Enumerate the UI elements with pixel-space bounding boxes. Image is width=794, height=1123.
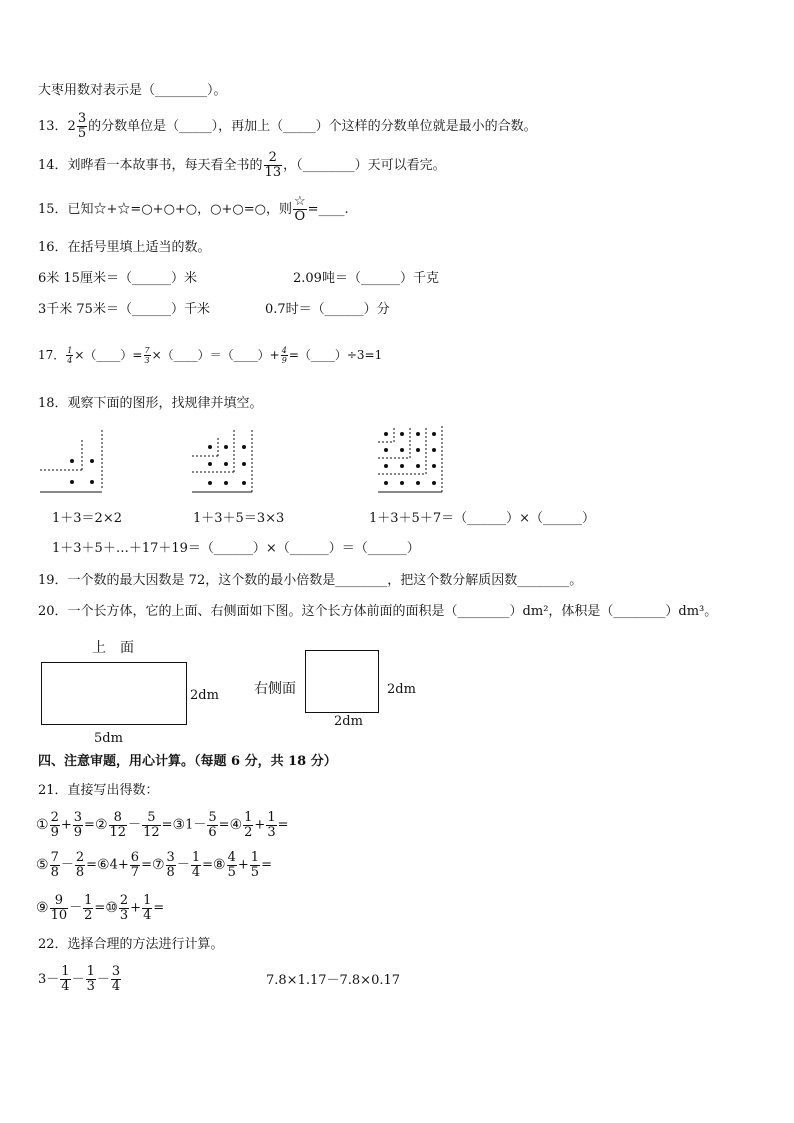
q13-whole: 2 [67,119,76,134]
equals-sign: = [84,817,95,833]
circled-10: ⑩ [105,900,118,916]
frac-numerator: 9 [50,894,69,909]
frac-denominator: 4 [143,907,152,923]
q16-title: 16．在括号里填上适当的数。 [38,240,211,255]
q19: 19．一个数的最大因数是 72，这个数的最小倍数是________，把这个数分解质因数________。 [38,573,583,588]
plus-sign: + [254,817,266,833]
minus-sign: － [128,817,142,833]
side-face-width: 2dm [334,714,363,729]
top-face-label: 上 面 [92,640,134,656]
frac-denominator: 9 [73,824,83,840]
q21-1-frac-b [73,811,83,840]
q13-mixed-number [68,112,89,141]
frac-denominator: 8 [50,864,59,880]
minus-sign: － [96,972,110,987]
dot-figure-2x2 [38,426,110,496]
side-face-label: 右侧面 [254,681,296,697]
q21-5-frac-b [75,851,85,880]
q21-8-frac-b [250,851,260,880]
q21-row-2 [36,850,272,881]
q15 [38,195,349,224]
q18-equation-3: 1＋3＋5＋7＝（______）×（______） [369,511,595,526]
q15-suffix: =____. [307,202,349,217]
q17-f2-numerator: 7 [144,346,150,355]
frac-numerator: 1 [143,892,152,908]
q17-part-2: ×（____）＝（____）+ [151,348,280,362]
frac-denominator: 3 [267,824,276,840]
equals-sign: = [277,817,289,833]
q21-7-frac-b [191,851,201,880]
q21-10-frac-a [119,894,129,923]
minus-sign: － [193,817,207,833]
q21-2-frac-a [109,811,128,840]
q21-5-frac-a [50,851,60,880]
plus-sign: + [237,857,249,873]
equals-sign: = [141,857,152,873]
side-face-height: 2dm [387,682,416,697]
frac-denominator: 4 [191,864,201,880]
q17-f1-denominator: 4 [67,356,73,365]
frac-denominator: 8 [166,864,175,880]
frac-denominator: 3 [119,907,129,923]
frac-denominator: 3 [86,979,95,994]
top-face-height: 2dm [190,688,219,703]
plus-sign: + [130,900,142,916]
circled-8: ⑧ [213,857,226,873]
equals-sign: = [202,857,214,873]
frac-numerator: 2 [75,849,85,865]
q15-circle-denominator: O [294,209,306,224]
q21-7-frac-a [166,851,176,880]
q13 [38,112,537,141]
frac-numerator: 1 [250,849,260,865]
q14 [38,151,446,180]
frac-numerator: 2 [119,892,129,908]
q14-suffix: ，（________）天可以看完。 [283,158,446,173]
frac-numerator: 6 [130,849,140,865]
frac-numerator: 3 [73,809,83,825]
equals-sign: = [261,857,272,873]
minus-sign: － [46,972,60,987]
plus-sign: + [117,857,129,873]
frac-denominator: 5 [227,864,236,880]
frac-numerator: 1 [86,964,95,979]
q21-4-frac-b [266,811,276,840]
frac-numerator: 5 [208,809,217,825]
q21-title: 21．直接写出得数： [38,783,159,798]
frac-denominator: 12 [143,824,160,840]
q18-equation-1: 1＋3＝2×2 [52,511,122,526]
q16-item-a: 6米 15厘米＝（______）米 [38,271,197,286]
frac-denominator: 12 [109,824,127,840]
frac-numerator: 8 [109,811,128,826]
q13-fraction [77,112,87,141]
frac-denominator: 2 [84,907,93,923]
circled-3: ③ [172,817,186,833]
q15-star-numerator: ☆ [293,194,306,209]
side-face-square [305,650,379,713]
frac-denominator: 10 [50,907,68,923]
q15-fraction [293,195,307,224]
circled-5: ⑤ [36,857,49,873]
q17-f3-numerator: 4 [281,346,287,355]
frac-denominator: 2 [244,824,253,840]
q21-4-frac-a [243,811,253,840]
q13-denominator: 5 [77,126,87,141]
frac-numerator: 3 [111,964,121,979]
q21-3-frac [207,811,217,840]
circled-6: ⑥ [97,857,110,873]
q21-6-frac [130,851,140,880]
circled-2: ② [94,817,108,833]
whole-number: 3 [38,972,47,987]
minus-sign: － [176,857,190,873]
q14-denominator: 13 [264,165,282,180]
q17-part-1: ×（____）= [74,348,143,362]
whole-number: 4 [109,857,118,873]
q18-equation-2: 1＋3＋5＝3×3 [193,511,285,526]
q17-f1-numerator: 1 [67,346,73,355]
q22-title: 22．选择合理的方法进行计算。 [38,937,224,952]
minus-sign: － [69,900,83,916]
q21-1-frac-a [50,811,60,840]
frac-denominator: 9 [50,824,59,840]
frac-denominator: 4 [111,979,121,994]
dot-figure-4x4 [376,422,448,496]
q14-numerator: 2 [264,151,283,166]
q14-fraction [264,151,283,180]
q21-9-frac-b [83,894,93,923]
q16-item-d: 0.7时＝（______）分 [265,302,390,317]
q17-part-3: =（____）÷3=1 [288,348,383,362]
circled-4: ④ [229,817,243,833]
frac-numerator: 1 [61,964,70,979]
q18-title: 18．观察下面的图形，找规律并填空。 [38,396,263,411]
frac-numerator: 7 [50,849,59,865]
q21-9-frac-a [50,894,69,923]
q21-8-frac-a [227,851,237,880]
q22-expression-a [38,965,122,995]
q13-numerator: 3 [77,111,87,126]
q15-prefix: 15．已知☆+☆=○+○+○，○+○=○，则 [38,202,292,217]
dot-figure-3x3 [190,426,260,496]
equals-sign: = [153,900,165,916]
minus-sign: － [71,972,85,987]
frac-denominator: 5 [250,864,260,880]
equals-sign: = [86,857,98,873]
q17-fraction-3 [281,346,288,365]
circled-7: ⑦ [151,857,165,873]
frac-denominator: 7 [130,864,140,880]
frac-numerator: 3 [166,849,175,865]
top-face-width: 5dm [94,731,123,746]
frac-numerator: 4 [227,849,236,865]
q21-10-frac-b [142,894,152,923]
q21-row-1 [36,810,289,841]
frac-numerator: 1 [267,809,276,825]
q17-fraction-1 [66,346,73,365]
circled-9: ⑨ [36,900,49,916]
equals-sign: = [218,817,230,833]
frac-numerator: 1 [191,849,201,865]
section-4-heading: 四、注意审题，用心计算。（每题 6 分，共 18 分） [38,754,337,769]
q17-num: 17． [38,348,66,362]
circled-1: ① [36,817,49,833]
minus-sign: － [60,857,74,873]
q21-row-3 [36,893,164,924]
q17-f3-denominator: 9 [281,356,287,365]
q13-text: 的分数单位是（_____），再加上（_____）个这样的分数单位就是最小的合数。 [88,119,537,134]
q22-frac-1 [60,965,70,994]
q22-frac-2 [86,965,96,994]
whole-number: 1 [185,817,194,833]
frac-denominator: 6 [208,824,217,840]
plus-sign: + [60,817,72,833]
frac-numerator: 5 [142,811,161,826]
equals-sign: = [94,900,106,916]
q18-equation-4: 1＋3＋5＋…＋17＋19＝（______）×（______）＝（______） [52,541,420,556]
q21-2-frac-b [142,811,161,840]
top-face-rectangle [41,662,187,725]
q13-num: 13． [38,119,68,134]
q17-fraction-2 [144,346,151,365]
q22-frac-3 [111,965,121,994]
frac-numerator: 1 [84,892,93,908]
q16-item-b: 2.09吨＝（______）千克 [293,271,439,286]
frac-denominator: 4 [61,979,70,994]
q16-item-c: 3千米 75米＝（______）千米 [38,302,210,317]
q20-text: 20．一个长方体，它的上面、右侧面如下图。这个长方体前面的面积是（________）dm²，体积是（________）dm³。 [38,604,718,619]
frac-numerator: 1 [244,809,253,825]
q12-tail: 大枣用数对表示是（________）。 [38,83,227,98]
q17-f2-denominator: 3 [144,356,150,365]
q22-expression-b: 7.8×1.17－7.8×0.17 [266,973,401,988]
q14-prefix: 14．刘晔看一本故事书，每天看全书的 [38,158,263,173]
q17 [38,346,382,365]
frac-numerator: 2 [50,809,59,825]
frac-denominator: 8 [75,864,85,880]
equals-sign: = [161,817,173,833]
